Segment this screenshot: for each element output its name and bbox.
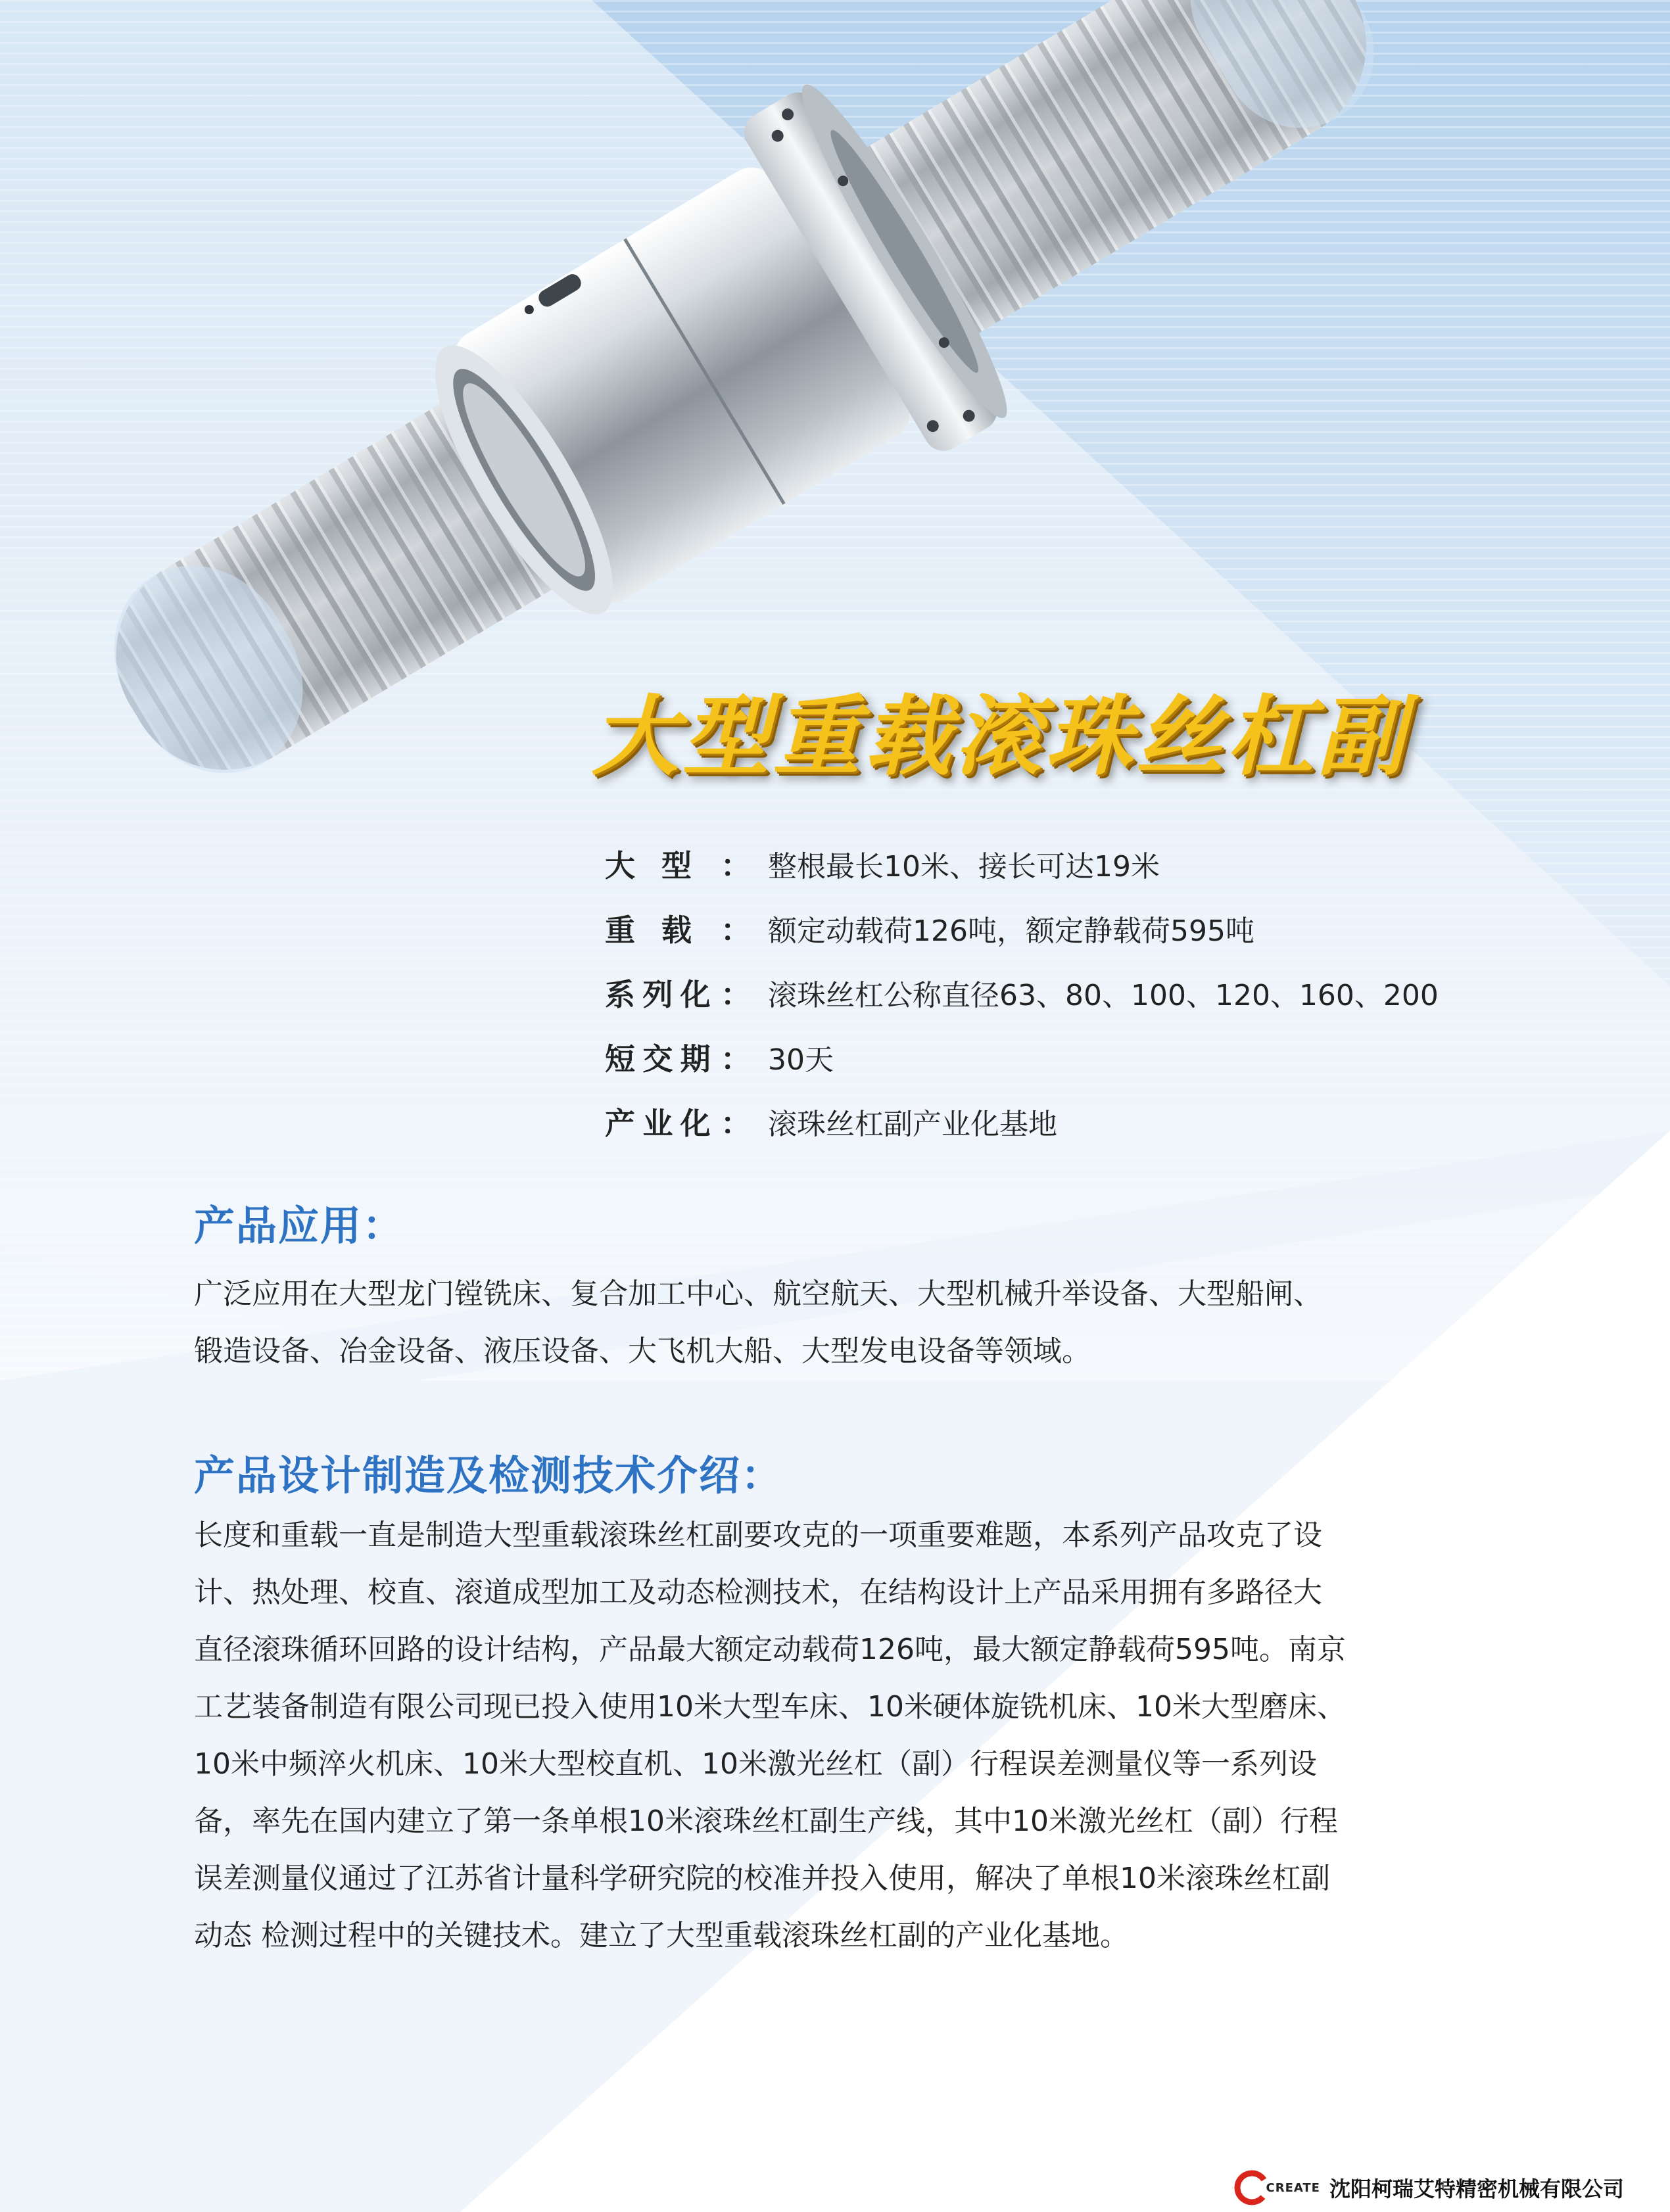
technology-paragraph (194, 1507, 1515, 1964)
spec-label: 产 业 化 ： (605, 1106, 751, 1141)
spec-value: 30天 (768, 1043, 834, 1077)
spec-list (605, 832, 1591, 1154)
paragraph-line: 长度和重载一直是制造大型重载滚珠丝杠副要攻克的一项重要难题，本系列产品攻克了设 (194, 1518, 1322, 1552)
spec-row-series (605, 960, 1591, 1025)
paragraph-line: 锻造设备、冶金设备、液压设备、大飞机大船、大型发电设备等领域。 (194, 1334, 1091, 1368)
spec-label: 短 交 期 ： (605, 1041, 751, 1077)
technology-heading: 产品设计制造及检测技术介绍： (194, 1451, 784, 1499)
paragraph-line: 10米中频淬火机床、10米大型校直机、10米激光丝杠（副）行程误差测量仪等一系列设 (194, 1747, 1317, 1781)
spec-row-size (605, 832, 1591, 896)
spec-value: 滚珠丝杠公称直径63、80、100、120、160、200 (768, 979, 1439, 1012)
ball-screw-product-image (0, 0, 1670, 802)
paragraph-line: 动态 检测过程中的关键技术。建立了大型重载滚珠丝杠副的产业化基地。 (194, 1919, 1129, 1952)
company-name: 沈阳柯瑞艾特精密机械有限公司 (1329, 2177, 1624, 2201)
application-paragraph (194, 1265, 1515, 1380)
page-title: 大型重载滚珠丝杠副 (592, 686, 1408, 788)
spec-row-load (605, 896, 1591, 960)
spec-label: 系 列 化 ： (605, 977, 751, 1012)
application-heading: 产品应用： (194, 1202, 405, 1250)
footer (1233, 2169, 1625, 2206)
paragraph-line: 计、热处理、校直、滚道成型加工及动态检测技术，在结构设计上产品采用拥有多路径大 (194, 1576, 1322, 1609)
spec-label: 大 型 ： (605, 848, 751, 883)
spec-value: 额定动载荷126吨，额定静载荷595吨 (768, 914, 1254, 948)
spec-row-industrialization (605, 1089, 1591, 1154)
paragraph-line: 广泛应用在大型龙门镗铣床、复合加工中心、航空航天、大型机械升举设备、大型船闸、 (194, 1277, 1322, 1311)
create-logo-icon (1233, 2169, 1270, 2206)
spec-row-delivery (605, 1025, 1591, 1089)
spec-value: 整根最长10米、接长可达19米 (768, 850, 1160, 883)
spec-value: 滚珠丝杠副产业化基地 (768, 1108, 1057, 1141)
logo-text: CREATE (1266, 2180, 1320, 2195)
paragraph-line: 备，率先在国内建立了第一条单根10米滚珠丝杠副生产线，其中10米激光丝杠（副）行程 (194, 1804, 1338, 1838)
paragraph-line: 工艺装备制造有限公司现已投入使用10米大型车床、10米硬体旋铣机床、10米大型磨床、 (194, 1690, 1346, 1724)
paragraph-line: 误差测量仪通过了江苏省计量科学研究院的校准并投入使用，解决了单根10米滚珠丝杠副 (194, 1862, 1330, 1895)
spec-label: 重 载 ： (605, 912, 751, 948)
paragraph-line: 直径滚珠循环回路的设计结构，产品最大额定动载荷126吨，最大额定静载荷595吨。南京 (194, 1633, 1346, 1666)
company-logo (1233, 2169, 1320, 2206)
